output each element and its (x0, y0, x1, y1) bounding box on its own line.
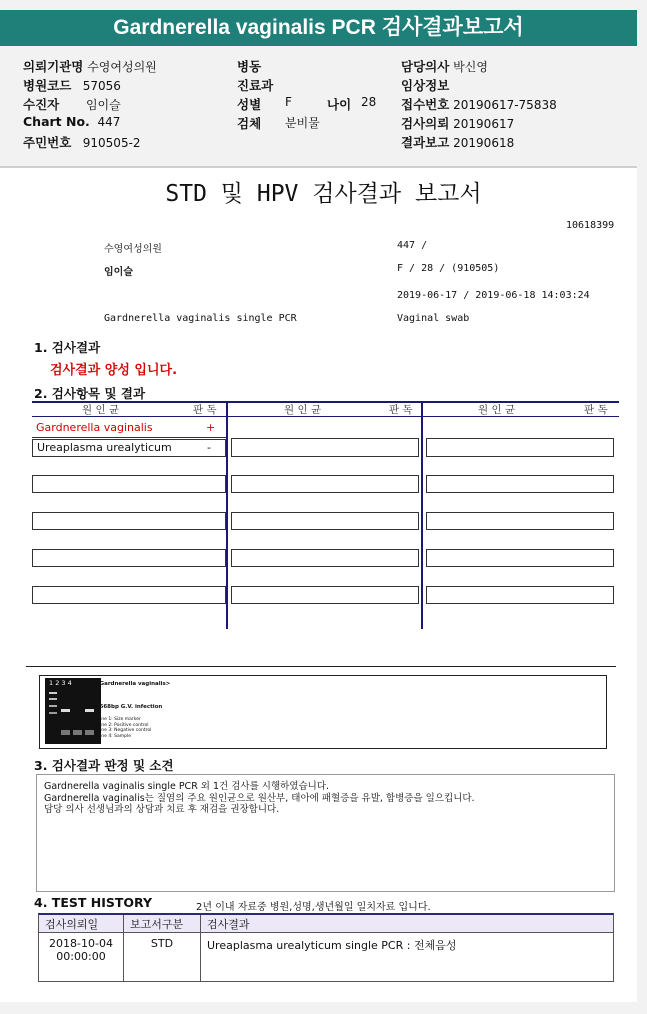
specimen-value: 분비물 (285, 116, 320, 130)
gel-band (49, 698, 57, 700)
pathogen-result: + (206, 421, 216, 434)
history-header-row (39, 915, 613, 933)
sex-value: F (285, 95, 292, 109)
column-divider-2 (421, 401, 423, 629)
pathogen-name: Gardnerella vaginalis (36, 421, 153, 434)
gel-title: <Gardnerella vaginalis> (95, 681, 171, 687)
results-table-head-rule (32, 416, 619, 417)
report-dates: 2019-06-17 / 2019-06-18 14:03:24 (397, 290, 590, 301)
col-pathogen-1: 원 인 균 (82, 404, 120, 416)
clinic-label: 의뢰기관명 (23, 59, 84, 74)
history-col-result: 검사결과 (201, 915, 614, 933)
gel-legend-item: Lane 4: Sample (96, 733, 131, 739)
age-label: 나이 (327, 97, 352, 112)
age-value: 28 (361, 95, 377, 109)
resident-no-label: 주민번호 (23, 135, 72, 150)
gel-electrophoresis-image (45, 678, 101, 744)
clinic-value: 수영여성의원 (87, 60, 157, 74)
report-test-name: Gardnerella vaginalis single PCR (104, 313, 297, 324)
ward-label: 병동 (237, 59, 262, 74)
department-label: 진료과 (237, 78, 274, 93)
empty-result-cell (231, 512, 419, 530)
report-date-value: 20190618 (453, 136, 515, 150)
gel-section-rule (26, 666, 616, 667)
history-row (39, 933, 613, 981)
report-clinic: 수영여성의원 (104, 244, 162, 255)
gel-image-frame (39, 675, 607, 749)
doctor-value: 박신영 (453, 60, 488, 74)
history-col-date: 검사의뢰일 (39, 915, 124, 933)
empty-result-cell (231, 475, 419, 493)
request-date-value: 20190617 (453, 117, 515, 131)
empty-result-cell (426, 512, 614, 530)
result-row-gardnerella (32, 419, 226, 437)
gel-band (49, 705, 57, 707)
specimen-label: 검체 (237, 116, 262, 131)
header-col1 (23, 57, 157, 152)
receipt-no-value: 20190617-75838 (453, 98, 557, 112)
history-type: STD (124, 933, 201, 981)
opinion-line: Gardnerella vaginalis single PCR 외 1건 검사를 시행하였습니다. (44, 781, 330, 792)
history-table (38, 913, 614, 982)
report-specimen: Vaginal swab (397, 313, 470, 324)
hospital-code-label: 병원코드 (23, 78, 72, 93)
col-judgement-3: 판 독 (584, 404, 608, 416)
row-rule (32, 437, 226, 438)
empty-result-cell (426, 586, 614, 604)
empty-result-cell (32, 512, 226, 530)
report-title: STD 및 HPV 검사결과 보고서 (165, 181, 482, 207)
header-col2 (237, 57, 377, 133)
opinion-line: 담당 의사 선생님과의 상담과 치료 후 재검을 권장합니다. (44, 804, 280, 815)
gel-legend-item: Lane 1: Size marker (96, 717, 141, 722)
resident-no-value: 910505-2 (82, 136, 141, 150)
col-pathogen-3: 원 인 균 (478, 404, 516, 416)
opinion-box (36, 774, 615, 892)
section1-title: 1. 검사결과 (34, 340, 101, 355)
empty-result-cell (32, 549, 226, 567)
chart-no-value: 447 (97, 115, 121, 129)
clinical-info-label: 임상정보 (401, 78, 450, 93)
section3-title: 3. 검사결과 판정 및 소견 (34, 758, 174, 773)
results-table-top-rule (32, 401, 619, 403)
gel-band (49, 712, 57, 714)
empty-result-cell (32, 475, 226, 493)
empty-result-cell (231, 438, 419, 457)
empty-result-cell (426, 549, 614, 567)
history-date-cell (39, 933, 124, 981)
empty-result-cell (231, 586, 419, 604)
patient-label: 수진자 (23, 97, 60, 112)
report-patient: 임이슬 (104, 267, 133, 278)
gel-legend-item: Lane 3: Negative control (96, 728, 152, 733)
column-divider-1 (226, 401, 228, 629)
section1-result: 검사결과 양성 입니다. (50, 363, 178, 378)
history-date: 2018-10-04 (49, 937, 113, 950)
patient-value: 임이슬 (85, 98, 121, 112)
result-row-ureaplasma (32, 439, 226, 457)
history-note: 2년 이내 자료중 병원,성명,생년월일 일치자료 입니다. (196, 902, 431, 913)
gel-band (61, 730, 70, 735)
empty-result-cell (426, 475, 614, 493)
hospital-code-value: 57056 (82, 79, 121, 93)
history-col-type: 보고서구분 (124, 915, 201, 933)
opinion-text (44, 781, 475, 816)
doctor-label: 담당의사 (401, 59, 450, 74)
request-date-label: 검사의뢰 (401, 116, 450, 131)
gel-lane-numbers: 1 2 3 4 (49, 679, 72, 687)
gel-legend-item: Lane 2: Positive control (96, 722, 149, 728)
pathogen-result: - (207, 441, 211, 454)
sex-label: 성별 (237, 97, 262, 112)
report-sex-age: F / 28 / (910505) (397, 263, 500, 274)
gel-band (61, 709, 70, 712)
report-chart: 447 / (397, 240, 428, 251)
gel-band-label: ← 668bp G.V. infection (93, 704, 163, 710)
empty-result-cell (32, 586, 226, 604)
history-time: 00:00:00 (56, 950, 106, 963)
header-col3 (401, 57, 557, 152)
col-judgement-1: 판 독 (193, 404, 217, 416)
gel-band (85, 730, 94, 735)
report-number: 10618399 (566, 220, 615, 231)
gel-legend (96, 717, 151, 739)
report-header-title: Gardnerella vaginalis PCR 검사결과보고서 (0, 10, 637, 46)
empty-result-cell (231, 549, 419, 567)
opinion-line: Gardnerella vaginalis는 질염의 주요 원인균으로 원산부, 태아에 패혈증을 유발, 합병증을 일으킵니다. (44, 792, 475, 804)
header-divider (0, 166, 637, 168)
history-result: Ureaplasma urealyticum single PCR : 전체음성 (201, 933, 614, 981)
col-judgement-2: 판 독 (389, 404, 413, 416)
chart-no-label: Chart No. (23, 114, 90, 129)
section2-title: 2. 검사항목 및 결과 (34, 386, 146, 401)
receipt-no-label: 접수번호 (401, 97, 450, 112)
gel-band (73, 730, 82, 735)
empty-result-cell (426, 438, 614, 457)
gel-band (49, 692, 57, 694)
section4-title: 4. TEST HISTORY (34, 895, 153, 910)
pathogen-name: Ureaplasma urealyticum (37, 441, 172, 454)
report-date-label: 결과보고 (401, 135, 450, 150)
col-pathogen-2: 원 인 균 (284, 404, 322, 416)
